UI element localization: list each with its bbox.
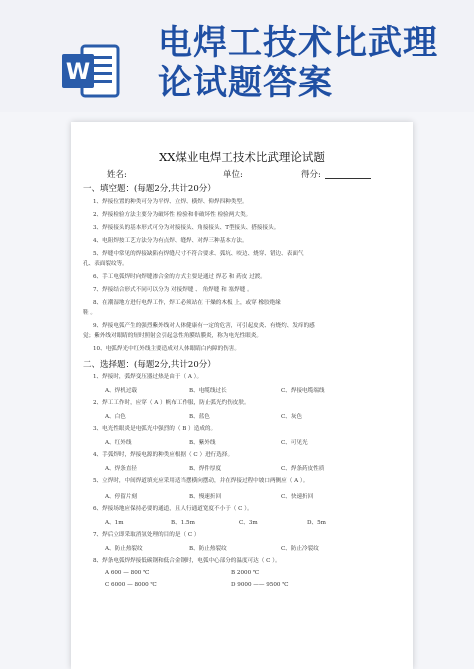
fill-question: 2、焊接检验方法主要分为破坏性 检验和非破坏性 检验两大类。 — [93, 212, 252, 218]
choice-option: B 2000 ℃ — [231, 570, 260, 576]
fill-question-cont: 鞋 。 — [83, 310, 96, 316]
choice-question: 1、焊接时，弧焊变压器过热是由于（ A ）。 — [93, 374, 203, 380]
fill-question: 7、焊接结合形式不同可以分为 对接焊缝 、 角焊缝 和 塞焊缝 。 — [93, 287, 253, 293]
choice-option: B、1.5m — [171, 520, 195, 526]
choice-option: B、紫外线 — [189, 440, 216, 446]
choice-option: D、5m — [307, 520, 326, 526]
unit-label: 单位: — [223, 170, 243, 180]
fill-question: 5、焊缝中常见的焊接缺陷有焊缝尺寸不符合要求、弧坑、咬边、烧穿、错边、表面气 — [93, 251, 304, 257]
choice-question: 2、焊工工作时，应穿（ A ）帆布工作服，防止弧光灼伤皮肤。 — [93, 400, 250, 406]
choice-option: A、1m — [105, 520, 124, 526]
choice-option: B、电缆线过长 — [189, 388, 227, 394]
choice-option: B、蓝色 — [189, 414, 210, 420]
section-fill-heading: 一、填空题：(每题2分,共计20分） — [83, 184, 216, 194]
page-title-line2: 论试题答案 — [158, 63, 333, 103]
choice-option: C 6000 — 8000 ℃ — [105, 582, 157, 588]
choice-option: C、快速折回 — [281, 494, 314, 500]
fill-question: 8、在潮湿地方进行电焊工作，焊工必须站在 干燥的木板 上，或穿 橡胶绝缘 — [93, 300, 281, 306]
choice-option: A、焊机过载 — [105, 388, 138, 394]
choice-option: C、灰色 — [281, 414, 303, 420]
word-doc-icon — [60, 40, 122, 102]
choice-option: C、焊条药皮性质 — [281, 466, 325, 472]
choice-option: B、防止热裂纹 — [189, 546, 227, 552]
fill-question: 4、电阻焊按工艺方法分为有点焊、缝焊、对焊三种基本方法。 — [93, 238, 248, 244]
choice-option: C、焊接电缆端线 — [281, 388, 325, 394]
fill-question-cont: 孔、表面裂纹等。 — [83, 261, 128, 267]
fill-question: 1、焊接位置的种类可分为平焊、立焊、横焊、仰焊四种类型。 — [93, 199, 248, 205]
choice-question: 8、焊条电弧焊焊接低碳钢和低合金钢时，电弧中心部分的温度可达（ C ）。 — [93, 558, 281, 564]
fill-question: 3、焊接接头的基本形式可分为对接接头、角接接头、T型接头、搭接接头。 — [93, 225, 280, 231]
choice-option: D 9000 —— 9500 ℃ — [231, 582, 289, 588]
section-choice-heading: 二、选择题：(每题2分,共计20分） — [83, 360, 216, 370]
choice-option: A 600 — 800 ℃ — [105, 570, 150, 576]
choice-option: A、白色 — [105, 414, 126, 420]
choice-option: C、可见光 — [281, 440, 308, 446]
choice-option: C、3m — [239, 520, 258, 526]
logo-letter: W — [65, 60, 91, 85]
header-banner — [0, 0, 474, 112]
document-page — [71, 122, 413, 669]
choice-option: B、慢速折回 — [189, 494, 222, 500]
score-blank[interactable] — [325, 178, 371, 179]
fill-question: 6、手工电弧焊时向焊缝渗合金的方式主要是通过 焊芯 和 药皮 过渡。 — [93, 274, 266, 280]
choice-option: A、焊条直径 — [105, 466, 138, 472]
fill-question-cont: 觉；紫外线对眼睛的短时照射会引起急性角膜结膜炎，称为电光性眼炎。 — [83, 333, 263, 339]
choice-question: 5、立焊时，中间焊道填充应采用适当摆横向摆动，并在焊接过程中坡口两侧应（ A ）。 — [93, 478, 309, 484]
choice-option: C、防止冷裂纹 — [281, 546, 319, 552]
fill-question: 9、焊接电弧产生的强烈紫外线对人体健康有一定的危害，可引起皮炎、有烧灼、发痒的感 — [93, 323, 315, 329]
choice-question: 6、焊接场地应保持必要的通道，且人行通道宽度不小于（ C ）。 — [93, 506, 253, 512]
score-label: 得分: — [301, 170, 321, 180]
choice-question: 7、焊后立即采取消氢处理的目的是（ C ） — [93, 532, 200, 538]
fill-question: 10、电弧焊光中红外线主要造成对人体眼睛白内障的伤害。 — [93, 346, 240, 352]
choice-option: A、防止热裂纹 — [105, 546, 143, 552]
choice-option: A、红外线 — [105, 440, 132, 446]
choice-option: B、焊件厚度 — [189, 466, 222, 472]
choice-question: 3、电光性眼炎是电弧光中强烈的（ B ）造成的。 — [93, 426, 217, 432]
page-title-line1: 电焊工技术比武理 — [158, 23, 438, 63]
choice-question: 4、手弧焊时，焊接电源的种类应根据（ C ）进行选择。 — [93, 452, 234, 458]
choice-option: A、停留片刻 — [105, 494, 138, 500]
name-label: 姓名: — [107, 170, 127, 180]
doc-title: XX煤业电焊工技术比武理论试题 — [159, 150, 325, 164]
